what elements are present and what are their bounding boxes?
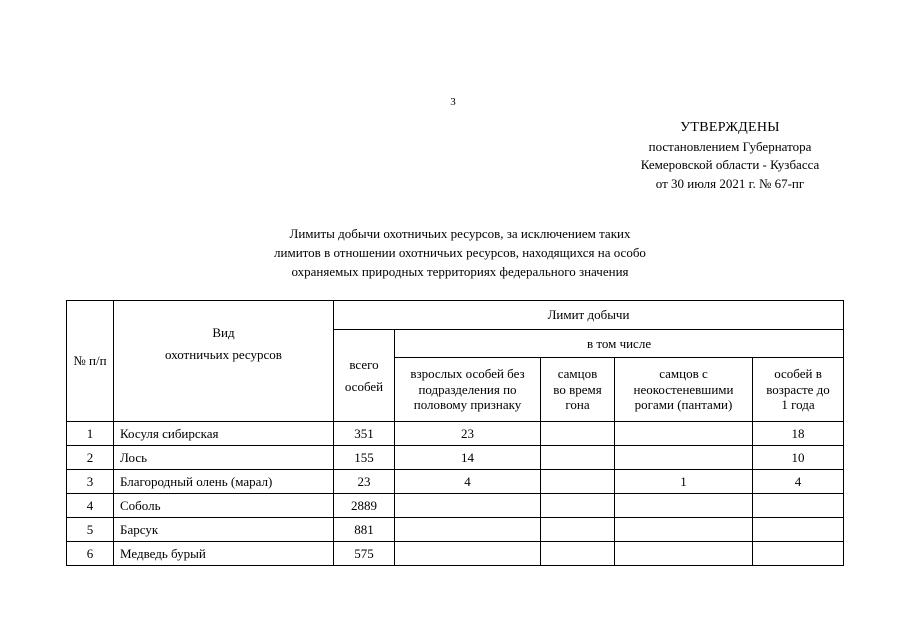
cell-antlers [615, 422, 753, 446]
table-row [67, 422, 844, 446]
cell-rut [541, 542, 615, 566]
cell-num: 2 [67, 446, 114, 470]
title-line: лимитов в отношении охотничьих ресурсов, находящихся на особо [274, 245, 646, 260]
cell-species: Барсук [114, 518, 334, 542]
header-species-line: охотничьих ресурсов [165, 346, 282, 362]
header-adults-line: половому признаку [413, 397, 522, 413]
cell-num: 6 [67, 542, 114, 566]
approval-block [600, 119, 860, 193]
header-total-line: особей [344, 378, 384, 394]
cell-num: 5 [67, 518, 114, 542]
cell-total: 155 [334, 446, 395, 470]
header-young [753, 358, 844, 422]
cell-num: 4 [67, 494, 114, 518]
cell-rut [541, 446, 615, 470]
cell-species: Медведь бурый [114, 542, 334, 566]
header-rut [541, 358, 615, 422]
cell-adults: 14 [395, 446, 541, 470]
table-row [67, 446, 844, 470]
approval-line: Кемеровской области - Кузбасса [640, 157, 820, 172]
page-number: 3 [450, 96, 456, 108]
cell-num: 3 [67, 470, 114, 494]
header-antlers-line: неокостеневшими [633, 381, 734, 397]
cell-rut [541, 518, 615, 542]
header-including: в том числе [395, 330, 844, 358]
cell-total: 23 [334, 470, 395, 494]
header-adults-line: взрослых особей без [410, 366, 525, 382]
cell-rut [541, 422, 615, 446]
header-young-line: возрасте до [766, 381, 830, 397]
cell-antlers [615, 518, 753, 542]
cell-species: Косуля сибирская [114, 422, 334, 446]
title-line: охраняемых природных территориях федерального значения [291, 264, 629, 279]
header-young-line: 1 года [781, 397, 815, 413]
header-antlers-line: самцов с [659, 366, 708, 382]
cell-antlers [615, 542, 753, 566]
header-total-line: всего [349, 357, 379, 372]
cell-species: Соболь [114, 494, 334, 518]
header-species-line: Вид [212, 325, 235, 340]
approval-line: постановлением Губернатора [648, 138, 812, 154]
header-adults-line: подразделения по [418, 381, 517, 397]
cell-species: Благородный олень (марал) [114, 470, 334, 494]
cell-young: 10 [753, 446, 844, 470]
cell-total: 2889 [334, 494, 395, 518]
table-row [67, 494, 844, 518]
header-rut-line: гона [565, 397, 590, 413]
cell-antlers [615, 494, 753, 518]
cell-rut [541, 470, 615, 494]
table-row [67, 518, 844, 542]
cell-num: 1 [67, 422, 114, 446]
cell-adults [395, 518, 541, 542]
cell-antlers: 1 [615, 470, 753, 494]
header-rut-line: самцов [557, 366, 598, 382]
approval-line: от 30 июля 2021 г. № 67-пг [655, 175, 805, 191]
cell-total: 351 [334, 422, 395, 446]
approval-heading: УТВЕРЖДЕНЫ [680, 120, 780, 135]
cell-young [753, 542, 844, 566]
cell-adults: 4 [395, 470, 541, 494]
header-adults [395, 358, 541, 422]
title-line: Лимиты добычи охотничьих ресурсов, за исключением таких [289, 226, 631, 241]
cell-young: 4 [753, 470, 844, 494]
limits-table [66, 300, 844, 566]
cell-antlers [615, 446, 753, 470]
table-row [67, 542, 844, 566]
cell-young [753, 494, 844, 518]
cell-adults [395, 542, 541, 566]
header-species [114, 301, 334, 422]
header-rut-line: во время [553, 381, 602, 397]
cell-species: Лось [114, 446, 334, 470]
cell-adults [395, 494, 541, 518]
cell-young: 18 [753, 422, 844, 446]
header-limit: Лимит добычи [334, 301, 844, 330]
cell-total: 575 [334, 542, 395, 566]
document-title [180, 224, 740, 281]
table-row [67, 470, 844, 494]
header-antlers [615, 358, 753, 422]
header-num: № п/п [67, 301, 114, 422]
cell-adults: 23 [395, 422, 541, 446]
header-antlers-line: рогами (пантами) [634, 397, 733, 413]
header-young-line: особей в [774, 366, 822, 382]
cell-rut [541, 494, 615, 518]
header-total [334, 330, 395, 422]
cell-young [753, 518, 844, 542]
cell-total: 881 [334, 518, 395, 542]
